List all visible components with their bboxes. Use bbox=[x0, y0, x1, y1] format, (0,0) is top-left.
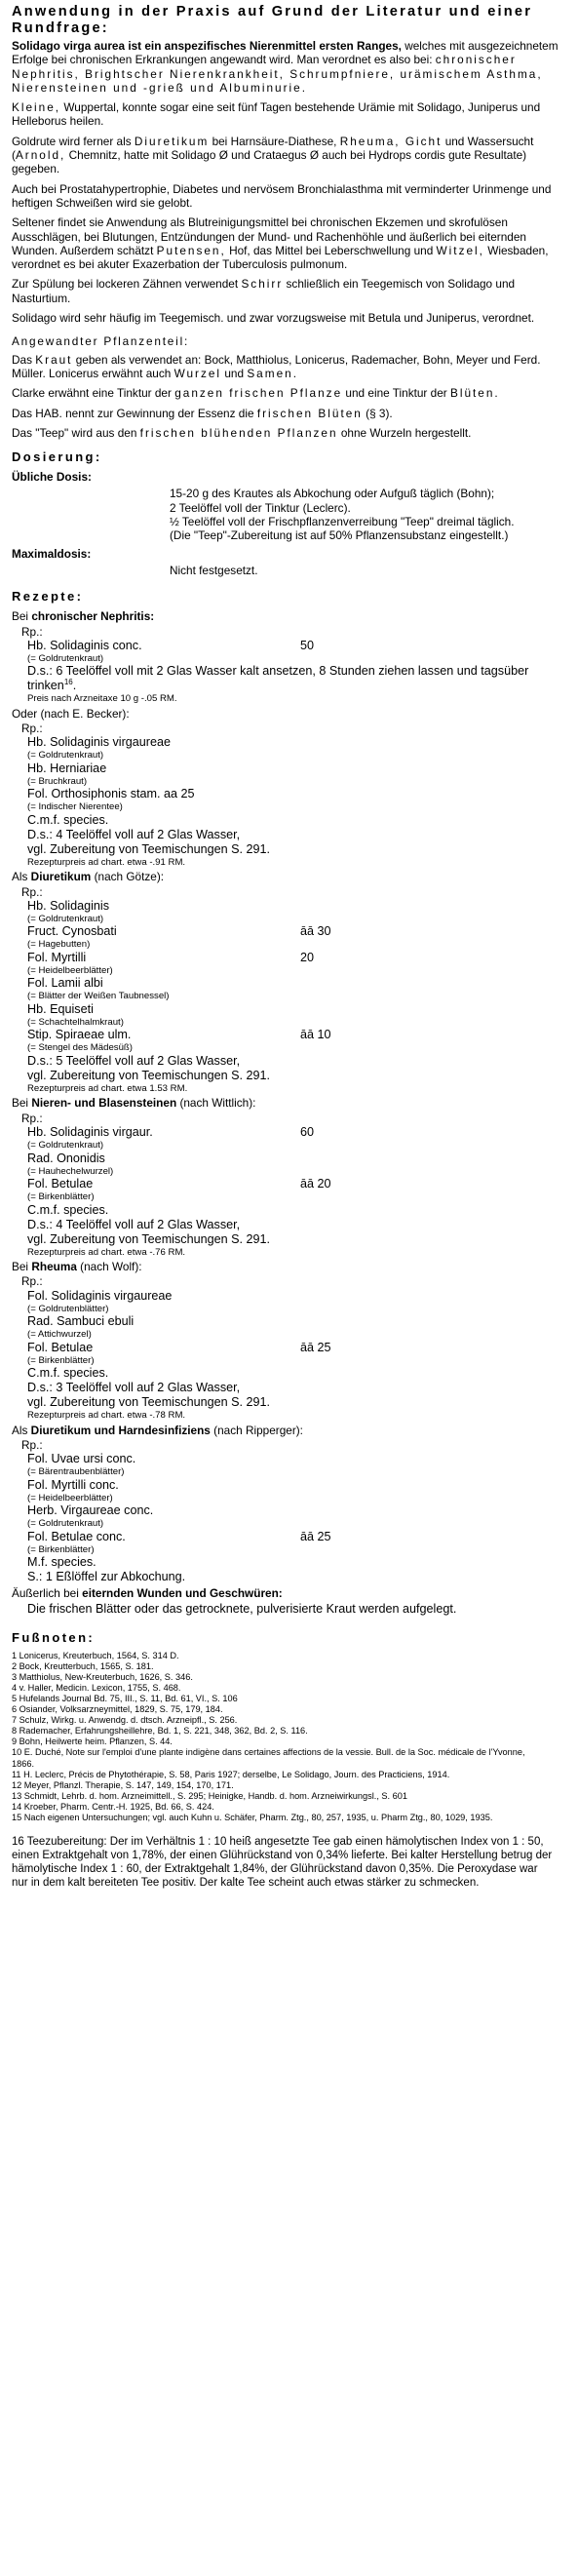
ingredient bbox=[27, 1289, 566, 1304]
max-dose-value: Nicht festgesetzt. bbox=[170, 563, 258, 577]
ingredient-name: Hb. Equiseti bbox=[27, 1001, 94, 1016]
footnote: 14 Kroeber, Pharm. Centr.-H. 1925, Bd. 66, S. 424. bbox=[12, 1801, 214, 1812]
recipe-price: Rezepturpreis ad chart. etwa -.78 RM. bbox=[27, 1410, 186, 1422]
footnote: 15 Nach eigenen Untersuchungen; vgl. auch Kuhn u. Schäfer, Pharm. Ztg., 80, 257, 1935, u. Pharm Ztg., 80, 1029, 1935. bbox=[12, 1812, 493, 1822]
recipe-indication: chronischer Nephritis: bbox=[31, 609, 155, 624]
plant-text: (§ 3). bbox=[366, 406, 393, 420]
ingredient bbox=[27, 1478, 566, 1493]
intro-text: Hof, das Mittel bei Leberschwellung und bbox=[229, 243, 434, 257]
usual-dose-list bbox=[170, 487, 566, 542]
instruction-text: S.: 1 Eßlöffel zur Abkochung. bbox=[27, 1570, 186, 1584]
footnote: 4 v. Haller, Medicin. Lexicon, 1755, S. 468. bbox=[12, 1682, 181, 1693]
author-putensen: Putensen, bbox=[156, 243, 226, 257]
recipe-intro: Äußerlich bei bbox=[12, 1586, 79, 1601]
ingredient-amount: āā 25 bbox=[300, 1340, 331, 1354]
intro-text: Seltener findet sie Anwendung als Blutreinigungsmittel bei chronischen Ekzemen und skrofulösen Ausschlägen, bei Blutungen, Entzündungen der Mund- und Rachenhöhle und äußerlich bei eiternden Wunden. Außerdem schätzt bbox=[12, 215, 526, 257]
intro-indications: chronischer Nephritis, Brightscher Nierenkrankheit, Schrumpfniere, urämischem Asthma, Nierensteinen und -grieß und Albuminurie. bbox=[12, 53, 543, 95]
intro-paragraph-4: Auch bei Prostatahypertrophie, Diabetes und nervösem Bronchialasthma mit verminderter Urinmenge und heftigen Schweißen wird sie gelobt. bbox=[12, 181, 552, 210]
footnote: 6 Osiander, Volksarzneymittel, 1829, S. 75, 179, 184. bbox=[12, 1704, 223, 1715]
ingredient-amount: 50 bbox=[300, 638, 315, 652]
ingredient-name: Fol. Betulae bbox=[27, 1177, 94, 1191]
intro-paragraph-7: Solidago wird sehr häufig im Teegemisch. und zwar vorzugsweise mit Betula und Juniperus, verordnet. bbox=[12, 311, 535, 326]
ingredient bbox=[27, 1002, 566, 1017]
ingredient-name: Hb. Solidaginis virgaureae bbox=[27, 735, 172, 750]
intro-paragraph-1 bbox=[12, 39, 566, 95]
mixing-instruction: M.f. species. bbox=[27, 1555, 96, 1570]
recipes-heading: Rezepte: bbox=[12, 589, 84, 605]
ingredient-amount: 60 bbox=[300, 1125, 315, 1140]
recipe-intro: Bei bbox=[12, 1260, 29, 1274]
ingredient-note: (= Blätter der Weißen Taubnessel) bbox=[27, 991, 170, 1002]
instruction-text: vgl. Zubereitung von Teemischungen S. 291. bbox=[27, 1231, 271, 1246]
plant-parts-heading: Angewandter Pflanzenteil: bbox=[12, 334, 190, 349]
recipe-3-title bbox=[12, 870, 566, 883]
intro-bold-lead: Solidago virga aurea ist ein anspezifisches Nierenmittel ersten Ranges, bbox=[12, 39, 402, 53]
mixing-instruction: C.m.f. species. bbox=[27, 812, 109, 827]
footnotes-heading: Fußnoten: bbox=[12, 1629, 96, 1645]
footnote: 13 Schmidt, Lehrb. d. hom. Arzneimittell., S. 295; Heinigke, Handb. d. hom. Arzneiwirkungsl., S. 601 bbox=[12, 1790, 407, 1801]
instruction-text: vgl. Zubereitung von Teemischungen S. 291. bbox=[27, 1068, 271, 1082]
footnote-16-tea-preparation: 16 Teezubereitung: Der im Verhältnis 1 : 10 heiß angesetzte Tee gab einen hämolytischen Index von 1 : 50, einen Extraktgehalt von 1,78%, der einen Glührückstand von 0,34% lieferte. Bei kalter Herstellung betrug der hämolytische Index 1 : 60, der Extraktgehalt 1,84%, der Glührückstand davon 0,35%. Die Peroxydase war nur in dem kalt bereiteten Tee positiv. Der kalte Tee scheint auch etwas stärker zu schmecken. bbox=[12, 1836, 553, 1890]
recipe-source: (nach Götze): bbox=[94, 870, 165, 884]
recipe-intro: Bei bbox=[12, 609, 29, 624]
recipe-indication: eiternden Wunden und Geschwüren: bbox=[82, 1586, 283, 1601]
recipe-source: (nach Ripperger): bbox=[213, 1423, 303, 1437]
recipe-indication: Rheuma bbox=[31, 1260, 77, 1274]
mixing-instruction: C.m.f. species. bbox=[27, 1202, 109, 1217]
term-wurzel: Wurzel bbox=[173, 366, 222, 380]
author-witzel: Witzel, bbox=[436, 243, 484, 257]
footnote: 3 Matthiolus, New-Kreuterbuch, 1626, S. 346. bbox=[12, 1671, 193, 1682]
ingredient bbox=[27, 1177, 566, 1191]
intro-text: schließlich ein Teegemisch von Solidago und Nasturtium. bbox=[12, 277, 516, 305]
ingredient bbox=[27, 976, 566, 991]
intro-text: Goldrute wird ferner als bbox=[12, 134, 132, 148]
ingredient bbox=[27, 1530, 566, 1544]
recipe-price: Rezepturpreis ad chart. etwa -.76 RM. bbox=[27, 1246, 186, 1258]
ingredient-note: (= Goldrutenblätter) bbox=[27, 1303, 109, 1314]
ingredient-note: (= Birkenblätter) bbox=[27, 1354, 95, 1366]
recipe-indication: Diuretikum bbox=[30, 870, 92, 884]
ingredient bbox=[27, 1314, 566, 1329]
ingredient bbox=[27, 1503, 566, 1518]
ingredient-name: Rad. Sambuci ebuli bbox=[27, 1314, 135, 1329]
plant-text: und eine Tinktur der bbox=[345, 386, 447, 401]
term-ganze-pflanze: ganzen frischen Pflanze bbox=[174, 386, 343, 401]
ingredient-note: (= Birkenblätter) bbox=[27, 1191, 95, 1203]
instruction-text: vgl. Zubereitung von Teemischungen S. 291. bbox=[27, 1395, 271, 1410]
ingredient-note: (= Goldrutenkraut) bbox=[27, 1140, 104, 1151]
instruction-text: D.s.: 6 Teelöffel voll mit 2 Glas Wasser kalt ansetzen, 8 Stunden ziehen lassen und tagsüber trinken bbox=[27, 664, 529, 693]
recipe-indication: Diuretikum und Harndesinfiziens bbox=[30, 1423, 211, 1437]
ingredient-name: Fol. Myrtilli bbox=[27, 950, 87, 964]
ingredient-note: (= Goldrutenkraut) bbox=[27, 750, 104, 761]
ingredient-name: Rad. Ononidis bbox=[27, 1151, 105, 1165]
section-title: Anwendung in der Praxis auf Grund der Literatur und einer Rundfrage: bbox=[12, 4, 533, 36]
term-rheuma-gicht: Rheuma, Gicht bbox=[339, 134, 443, 148]
ingredient-note: (= Heidelbeerblätter) bbox=[27, 1492, 113, 1503]
recipe-intro: Als bbox=[12, 1423, 28, 1437]
ingredient-note: (= Birkenblätter) bbox=[27, 1543, 95, 1555]
plant-parts-paragraph-2 bbox=[12, 386, 566, 400]
instruction-text: vgl. Zubereitung von Teemischungen S. 291. bbox=[27, 841, 271, 856]
ingredient-note: (= Heidelbeerblätter) bbox=[27, 964, 113, 976]
intro-paragraph-6 bbox=[12, 277, 566, 305]
dose-spacer bbox=[12, 487, 170, 542]
recipe-2-title: Oder (nach E. Becker): bbox=[12, 706, 130, 721]
ingredient bbox=[27, 1452, 566, 1466]
ingredient-amount: āā 10 bbox=[300, 1028, 331, 1042]
plant-parts-paragraph-3 bbox=[12, 407, 566, 420]
ingredient-amount: āā 20 bbox=[300, 1177, 331, 1191]
intro-text: Zur Spülung bei lockeren Zähnen verwendet bbox=[12, 277, 239, 292]
recipe-4-title bbox=[12, 1096, 566, 1110]
ingredient-note: (= Schachtelhalmkraut) bbox=[27, 1016, 124, 1028]
ingredient-name: Fol. Myrtilli conc. bbox=[27, 1477, 119, 1492]
instruction-text: D.s.: 4 Teelöffel voll auf 2 Glas Wasser, bbox=[27, 827, 241, 841]
author-arnold: Arnold, bbox=[15, 148, 66, 163]
ingredient-name: Fol. Betulae conc. bbox=[27, 1529, 126, 1543]
term-samen: Samen. bbox=[247, 366, 298, 380]
footnote: 11 H. Leclerc, Précis de Phytothérapie, S. 58, Paris 1927; derselbe, Le Solidago, Journ. des Practiciens, 1914. bbox=[12, 1769, 450, 1779]
ingredient-name: Fol. Uvae ursi conc. bbox=[27, 1452, 136, 1466]
recipe-price: Rezepturpreis ad chart. etwa -.91 RM. bbox=[27, 856, 186, 868]
term-diuretikum: Diuretikum bbox=[134, 134, 210, 148]
intro-text: Wiesbaden, verordnet es bei akuter Exazerbation der Tuberculosis pulmonum. bbox=[12, 243, 549, 272]
footnote: 5 Hufelands Journal Bd. 75, III., S. 11, Bd. 61, VI., S. 106 bbox=[12, 1693, 238, 1703]
ingredient-name: Stip. Spiraeae ulm. bbox=[27, 1028, 132, 1042]
recipe-intro: Bei bbox=[12, 1096, 29, 1111]
ingredient-note: (= Attichwurzel) bbox=[27, 1329, 92, 1341]
recipe-price: Rezepturpreis ad chart. etwa 1.53 RM. bbox=[27, 1082, 188, 1094]
ingredient-name: Fol. Betulae bbox=[27, 1340, 94, 1354]
recipe-1-instructions: D.s.: 6 Teelöffel voll mit 2 Glas Wasser kalt ansetzen, 8 Stunden ziehen lassen und tagsüber trinken$^{16}$. bbox=[27, 664, 529, 693]
recipe-indication: Nieren- und Blasensteinen bbox=[31, 1096, 177, 1111]
intro-text: Chemnitz, hatte mit Solidago Ø und Crataegus Ø auch bei Hydrops cordis gute Resultate) gegeben. bbox=[12, 148, 527, 176]
ingredient-name: Fol. Orthosiphonis stam. aa 25 bbox=[27, 787, 195, 801]
ingredient-name: Fol. Lamii albi bbox=[27, 976, 103, 991]
ingredient bbox=[27, 639, 566, 653]
dose-line: ½ Teelöffel voll der Frischpflanzenverreibung "Teep" dreimal täglich. bbox=[170, 515, 515, 529]
intro-paragraph-2 bbox=[12, 100, 566, 129]
recipe-price: Preis nach Arzneitaxe 10 g -.05 RM. bbox=[27, 693, 177, 705]
ingredient-note: (= Goldrutenkraut) bbox=[27, 652, 104, 664]
dose-line: 2 Teelöffel voll der Tinktur (Leclerc). bbox=[170, 500, 351, 515]
intro-text: Wuppertal, konnte sogar eine seit fünf Tagen bestehende Urämie mit Solidago, Juniperus und Helleborus heilen. bbox=[12, 100, 541, 129]
recipe-1-title bbox=[12, 609, 566, 623]
ingredient-name: Hb. Solidaginis bbox=[27, 898, 110, 913]
rp-label: Rp.: bbox=[21, 884, 43, 899]
footnote: 8 Rademacher, Erfahrungsheillehre, Bd. 1, S. 221, 348, 362, Bd. 2, S. 116. bbox=[12, 1726, 308, 1737]
plant-text: Das "Teep" wird aus den bbox=[12, 425, 137, 440]
footnote: 1 Lonicerus, Kreuterbuch, 1564, S. 314 D. bbox=[12, 1650, 179, 1660]
recipe-source: (nach Wittlich): bbox=[179, 1096, 256, 1111]
intro-paragraph-5 bbox=[12, 215, 566, 271]
intro-text: und Wassersucht ( bbox=[12, 134, 534, 163]
ingredient bbox=[27, 1028, 566, 1042]
dose-line: 15-20 g des Krautes als Abkochung oder Aufguß täglich (Bohn); bbox=[170, 487, 495, 501]
external-use-text: Die frischen Blätter oder das getrocknete, pulverisierte Kraut werden aufgelegt. bbox=[27, 1601, 457, 1616]
ingredient-name: Fol. Solidaginis virgaureae bbox=[27, 1288, 173, 1303]
plant-text: und bbox=[224, 366, 245, 380]
footnote: 7 Schulz, Wirkg. u. Anwendg. d. dtsch. Arzneipfl., S. 256. bbox=[12, 1715, 238, 1726]
recipe-intro: Als bbox=[12, 870, 28, 884]
rp-label: Rp.: bbox=[21, 624, 43, 639]
ingredient bbox=[27, 899, 566, 914]
rp-label: Rp.: bbox=[21, 1437, 43, 1452]
instruction-text: D.s.: 3 Teelöffel voll auf 2 Glas Wasser, bbox=[27, 1381, 241, 1395]
plant-text: Das HAB. nennt zur Gewinnung der Essenz die bbox=[12, 406, 254, 420]
plant-parts-paragraph-1 bbox=[12, 353, 566, 381]
recipe-7-title bbox=[12, 1586, 566, 1600]
term-frische-blueten: frischen Blüten bbox=[256, 406, 363, 420]
plant-text: geben als verwendet an: Bock, Matthiolus, Lonicerus, Rademacher, Bohn, Meyer und Ferd. Müller. Lonicerus erwähnt auch bbox=[12, 352, 541, 380]
plant-text: Clarke erwähnt eine Tinktur der bbox=[12, 386, 172, 401]
recipe-5-title bbox=[12, 1260, 566, 1273]
author-kleine: Kleine, bbox=[12, 100, 61, 115]
ingredient-note: (= Stengel des Mädesüß) bbox=[27, 1042, 133, 1054]
dosage-heading: Dosierung: bbox=[12, 449, 102, 465]
intro-text: bei Harnsäure-Diathese, bbox=[212, 134, 337, 148]
intro-text: welches mit ausgezeichnetem Erfolge bei chronischen Erkrankungen angewandt wird. Man verordnet es also bei: bbox=[12, 39, 559, 67]
ingredient-name: Hb. Solidaginis virgaur. bbox=[27, 1125, 153, 1140]
ingredient bbox=[27, 1151, 566, 1166]
ingredient-amount: 20 bbox=[300, 950, 315, 964]
dose-line: (Die "Teep"-Zubereitung ist auf 50% Pflanzensubstanz eingestellt.) bbox=[170, 528, 509, 543]
dose-spacer bbox=[12, 564, 170, 577]
ingredient-amount: āā 25 bbox=[300, 1529, 331, 1543]
mixing-instruction: C.m.f. species. bbox=[27, 1366, 109, 1381]
instruction-text: D.s.: 4 Teelöffel voll auf 2 Glas Wasser, bbox=[27, 1217, 241, 1231]
term-blueten: Blüten. bbox=[449, 386, 500, 401]
author-schirr: Schirr bbox=[241, 277, 284, 292]
footnote: 10 E. Duché, Note sur l'emploi d'une plante indigène dans certaines affections de la vessie. Bull. de la Soc. médicale de l'Yvonne, 1866. bbox=[12, 1747, 525, 1769]
ingredient bbox=[27, 761, 566, 776]
instruction-text: D.s.: 5 Teelöffel voll auf 2 Glas Wasser, bbox=[27, 1053, 241, 1068]
ingredient-note: (= Goldrutenkraut) bbox=[27, 1518, 104, 1530]
rp-label: Rp.: bbox=[21, 1274, 43, 1289]
ingredient-note: (= Bärentraubenblätter) bbox=[27, 1466, 125, 1478]
plant-parts-paragraph-4 bbox=[12, 426, 566, 440]
ingredient bbox=[27, 1341, 566, 1355]
usual-dose-row bbox=[12, 487, 566, 542]
ingredient-note: (= Goldrutenkraut) bbox=[27, 913, 104, 924]
max-dose-label: Maximaldosis: bbox=[12, 546, 92, 561]
ingredient-name: Herb. Virgaureae conc. bbox=[27, 1503, 154, 1518]
ingredient bbox=[27, 1125, 566, 1140]
ingredient-note: (= Hagebutten) bbox=[27, 939, 91, 951]
plant-text: ohne Wurzeln hergestellt. bbox=[340, 425, 472, 440]
ingredient bbox=[27, 924, 566, 939]
ingredient-name: Hb. Herniariae bbox=[27, 761, 107, 775]
ingredient bbox=[27, 735, 566, 750]
plant-text: Das bbox=[12, 352, 32, 367]
ingredient-note: (= Bruchkraut) bbox=[27, 775, 88, 787]
ingredient-amount: āā 30 bbox=[300, 924, 331, 939]
ingredient-name: Fruct. Cynosbati bbox=[27, 924, 117, 939]
footnote-ref: 16 bbox=[63, 678, 73, 687]
footnotes-list bbox=[12, 1651, 566, 1824]
max-dose-row bbox=[12, 564, 566, 577]
recipe-source: (nach Wolf): bbox=[80, 1260, 142, 1274]
usual-dose-label: Übliche Dosis: bbox=[12, 470, 92, 485]
rp-label: Rp.: bbox=[21, 722, 43, 736]
footnote: 9 Bohn, Heilwerte heim. Pflanzen, S. 44. bbox=[12, 1737, 173, 1747]
rp-label: Rp.: bbox=[21, 1111, 43, 1125]
term-kraut: Kraut bbox=[35, 352, 73, 367]
footnote: 12 Meyer, Pflanzl. Therapie, S. 147, 149, 154, 170, 171. bbox=[12, 1779, 234, 1790]
ingredient-note: (= Hauhechelwurzel) bbox=[27, 1165, 114, 1177]
footnote: 2 Bock, Kreutterbuch, 1565, S. 181. bbox=[12, 1660, 154, 1671]
term-bluehende-pflanzen: frischen blühenden Pflanzen bbox=[139, 425, 338, 440]
recipe-6-title bbox=[12, 1424, 566, 1437]
ingredient-name: Hb. Solidaginis conc. bbox=[27, 638, 142, 652]
ingredient bbox=[27, 951, 566, 965]
intro-paragraph-3 bbox=[12, 135, 566, 176]
ingredient bbox=[27, 787, 566, 801]
ingredient-note: (= Indischer Nierentee) bbox=[27, 801, 123, 813]
